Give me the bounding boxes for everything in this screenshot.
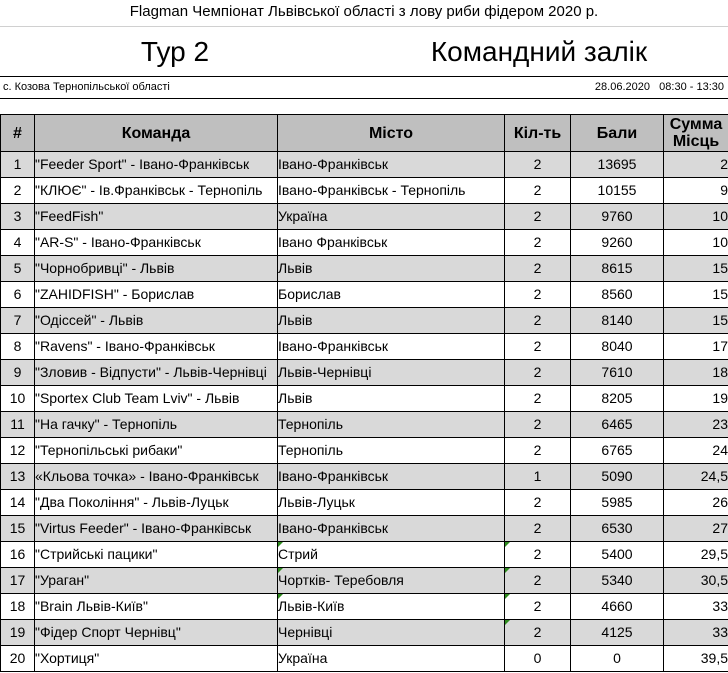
table-row — [1, 412, 728, 438]
table-row — [1, 490, 728, 516]
city-name: Львів-Луцьк — [278, 490, 505, 516]
team-name: "Зловив - Відпусти" - Львів-Чернівці — [35, 360, 278, 386]
points-value: 8205 — [571, 386, 664, 412]
row-number: 1 — [1, 152, 35, 178]
table-row — [1, 152, 728, 178]
city-name: Тернопіль — [278, 412, 505, 438]
team-name: "КЛЮЄ" - Ів.Франківськ - Тернопіль — [35, 178, 278, 204]
standings-mode: Командний залік — [430, 36, 648, 67]
divider — [0, 98, 728, 99]
col-header-points: Бали — [571, 115, 664, 152]
city-name: Чернівці — [278, 620, 505, 646]
table-row — [1, 646, 728, 672]
points-value: 6465 — [571, 412, 664, 438]
team-name: "Feeder Sport" - Івано-Франківськ — [35, 152, 278, 178]
participant-count: 0 — [505, 646, 571, 672]
participant-count: 2 — [505, 386, 571, 412]
results-table — [0, 114, 728, 672]
table-row — [1, 334, 728, 360]
row-number: 19 — [1, 620, 35, 646]
points-value: 5400 — [571, 542, 664, 568]
table-row — [1, 360, 728, 386]
points-value: 9260 — [571, 230, 664, 256]
row-number: 3 — [1, 204, 35, 230]
team-name: "Одіссей" - Львів — [35, 308, 278, 334]
points-value: 8615 — [571, 256, 664, 282]
place-sum: 23 — [664, 412, 728, 438]
city-name: Стрий — [278, 542, 505, 568]
row-number: 11 — [1, 412, 35, 438]
team-name: "Тернопільські рибаки" — [35, 438, 278, 464]
city-name: Львів — [278, 386, 505, 412]
team-name: "На гачку" - Тернопіль — [35, 412, 278, 438]
row-number: 18 — [1, 594, 35, 620]
team-name: "Ураган" — [35, 568, 278, 594]
participant-count: 2 — [505, 542, 571, 568]
participant-count: 2 — [505, 594, 571, 620]
points-value: 6530 — [571, 516, 664, 542]
city-name: Тернопіль — [278, 438, 505, 464]
participant-count: 2 — [505, 412, 571, 438]
city-name: Івано-Франківськ — [278, 334, 505, 360]
row-number: 15 — [1, 516, 35, 542]
team-name: "Virtus Feeder" - Івано-Франківськ — [35, 516, 278, 542]
date-time — [595, 80, 724, 94]
city-name: Львів-Київ — [278, 594, 505, 620]
participant-count: 2 — [505, 152, 571, 178]
points-value: 13695 — [571, 152, 664, 178]
place-sum: 2 — [664, 152, 728, 178]
participant-count: 2 — [505, 334, 571, 360]
city-name: Львів — [278, 308, 505, 334]
table-row — [1, 568, 728, 594]
city-name: Україна — [278, 204, 505, 230]
points-value: 10155 — [571, 178, 664, 204]
participant-count: 2 — [505, 282, 571, 308]
place-sum: 19 — [664, 386, 728, 412]
city-name: Івано Франківськ — [278, 230, 505, 256]
row-number: 4 — [1, 230, 35, 256]
points-value: 9760 — [571, 204, 664, 230]
points-value: 7610 — [571, 360, 664, 386]
city-name: Івано-Франківськ — [278, 516, 505, 542]
table-row — [1, 464, 728, 490]
row-number: 16 — [1, 542, 35, 568]
row-number: 12 — [1, 438, 35, 464]
points-value: 5090 — [571, 464, 664, 490]
place-sum: 18 — [664, 360, 728, 386]
place-sum: 17 — [664, 334, 728, 360]
team-name: "AR-S" - Івано-Франківськ — [35, 230, 278, 256]
place-sum: 26 — [664, 490, 728, 516]
team-name: «Кльова точка» - Івано-Франківськ — [35, 464, 278, 490]
table-body — [1, 152, 728, 672]
event-date: 28.06.2020 — [594, 81, 650, 93]
row-number: 2 — [1, 178, 35, 204]
team-name: "ZAHIDFISH" - Борислав — [35, 282, 278, 308]
place-sum: 29,5 — [664, 542, 728, 568]
row-number: 14 — [1, 490, 35, 516]
participant-count: 2 — [505, 516, 571, 542]
place-sum: 39,5 — [664, 646, 728, 672]
team-name: "Ravens" - Івано-Франківськ — [35, 334, 278, 360]
col-header-city: Місто — [278, 115, 505, 152]
round-title: Тур 2 — [140, 36, 210, 67]
row-number: 13 — [1, 464, 35, 490]
table-row — [1, 230, 728, 256]
col-header-count: Кіл-ть — [505, 115, 571, 152]
col-header-sum: Сумма Місць — [664, 115, 728, 152]
competition-title: Flagman Чемпіонат Львівської області з лову риби фідером 2020 р. — [0, 0, 728, 27]
team-name: "Два Покоління" - Львів-Луцьк — [35, 490, 278, 516]
table-header-row — [1, 115, 728, 152]
points-value: 5985 — [571, 490, 664, 516]
place-sum: 9 — [664, 178, 728, 204]
table-row — [1, 542, 728, 568]
participant-count: 2 — [505, 438, 571, 464]
table-row — [1, 308, 728, 334]
place-sum: 15 — [664, 282, 728, 308]
participant-count: 2 — [505, 230, 571, 256]
event-time: 08:30 - 13:30 — [659, 81, 724, 93]
city-name: Борислав — [278, 282, 505, 308]
points-value: 4660 — [571, 594, 664, 620]
row-number: 9 — [1, 360, 35, 386]
place-sum: 33 — [664, 594, 728, 620]
points-value: 0 — [571, 646, 664, 672]
place-sum: 15 — [664, 256, 728, 282]
row-number: 8 — [1, 334, 35, 360]
place-sum: 33 — [664, 620, 728, 646]
table-row — [1, 386, 728, 412]
table-row — [1, 516, 728, 542]
city-name: Івано-Франківськ — [278, 152, 505, 178]
row-number: 7 — [1, 308, 35, 334]
place-sum: 10 — [664, 230, 728, 256]
team-name: "FeedFish" — [35, 204, 278, 230]
city-name: Івано-Франківськ — [278, 464, 505, 490]
divider — [0, 76, 728, 77]
place-sum: 30,5 — [664, 568, 728, 594]
table-row — [1, 282, 728, 308]
row-number: 6 — [1, 282, 35, 308]
points-value: 8140 — [571, 308, 664, 334]
city-name: Львів-Чернівці — [278, 360, 505, 386]
col-header-num: # — [1, 115, 35, 152]
row-number: 20 — [1, 646, 35, 672]
row-number: 10 — [1, 386, 35, 412]
city-name: Львів — [278, 256, 505, 282]
points-value: 8560 — [571, 282, 664, 308]
place-sum: 24 — [664, 438, 728, 464]
table-row — [1, 594, 728, 620]
place-sum: 27 — [664, 516, 728, 542]
participant-count: 2 — [505, 308, 571, 334]
place-sum: 10 — [664, 204, 728, 230]
place-sum: 24,5 — [664, 464, 728, 490]
city-name: Україна — [278, 646, 505, 672]
points-value: 5340 — [571, 568, 664, 594]
table-row — [1, 204, 728, 230]
team-name: "Brain Львів-Київ" — [35, 594, 278, 620]
team-name: "Фідер Спорт Чернівц" — [35, 620, 278, 646]
participant-count: 2 — [505, 360, 571, 386]
participant-count: 2 — [505, 256, 571, 282]
points-value: 4125 — [571, 620, 664, 646]
team-name: "Sportex Club Team Lviv" - Львів — [35, 386, 278, 412]
col-header-team: Команда — [35, 115, 278, 152]
venue-label: с. Козова Тернопільської області — [3, 81, 170, 93]
team-name: "Чорнобривці" - Львів — [35, 256, 278, 282]
table-row — [1, 620, 728, 646]
table-row — [1, 438, 728, 464]
team-name: "Стрийські пацики" — [35, 542, 278, 568]
participant-count: 2 — [505, 178, 571, 204]
team-name: "Хортиця" — [35, 646, 278, 672]
participant-count: 1 — [505, 464, 571, 490]
table-row — [1, 256, 728, 282]
points-value: 8040 — [571, 334, 664, 360]
city-name: Івано-Франківськ - Тернопіль — [278, 178, 505, 204]
place-sum: 15 — [664, 308, 728, 334]
participant-count: 2 — [505, 568, 571, 594]
row-number: 5 — [1, 256, 35, 282]
table-row — [1, 178, 728, 204]
participant-count: 2 — [505, 620, 571, 646]
points-value: 6765 — [571, 438, 664, 464]
city-name: Чортків- Теребовля — [278, 568, 505, 594]
participant-count: 2 — [505, 204, 571, 230]
participant-count: 2 — [505, 490, 571, 516]
row-number: 17 — [1, 568, 35, 594]
